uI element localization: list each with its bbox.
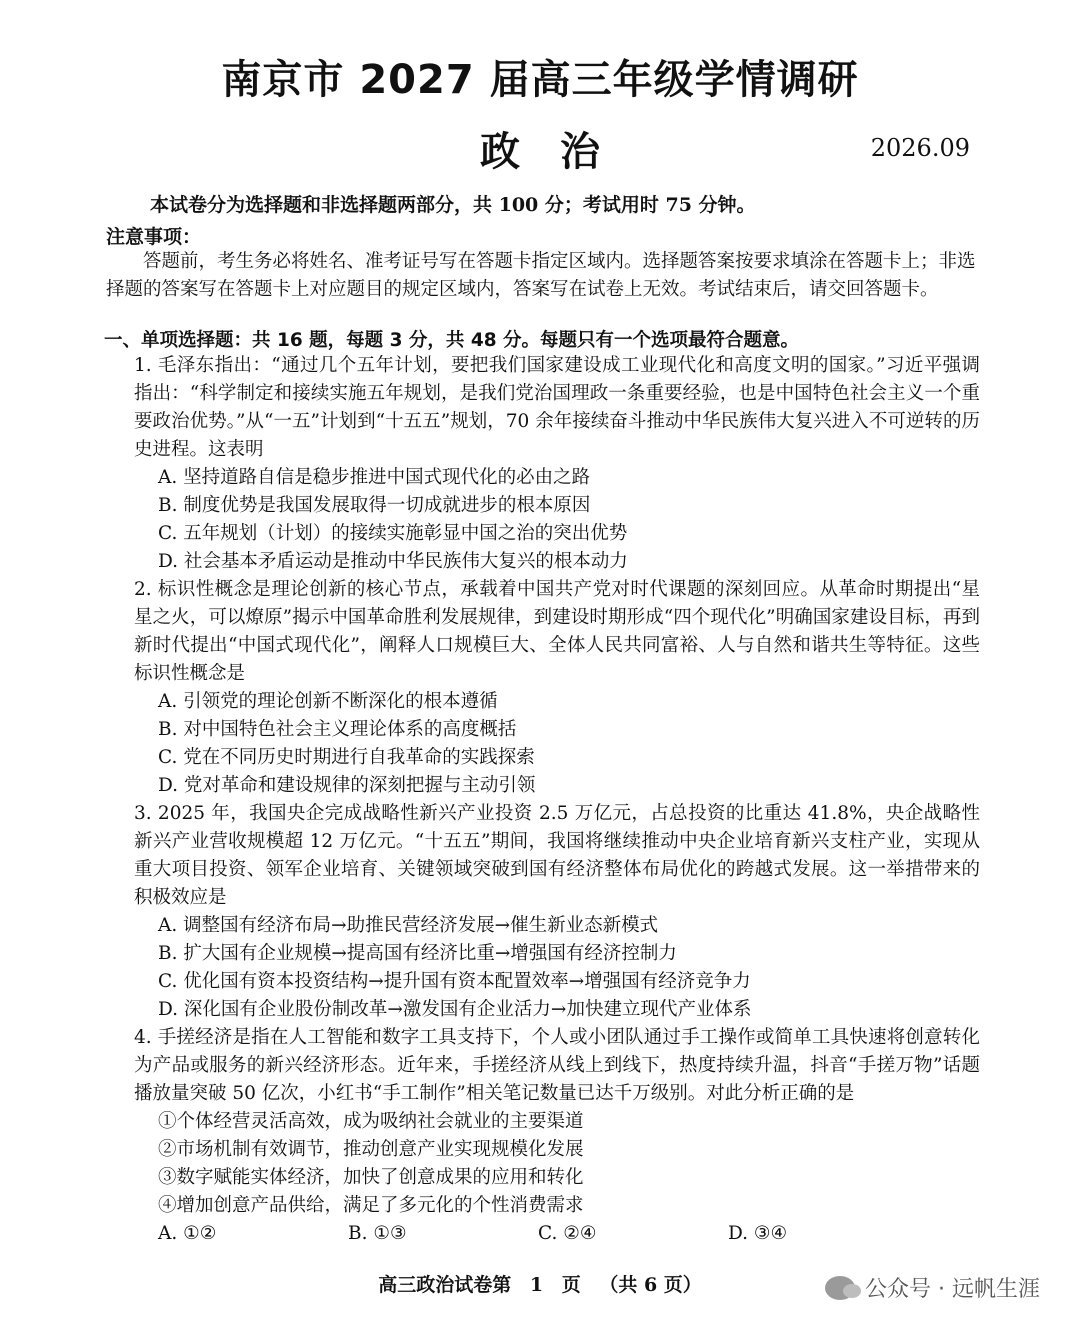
answer-choices — [134, 1220, 980, 1248]
footer-total: （共 6 页） — [599, 1274, 702, 1296]
subject-title: 政治 — [480, 129, 640, 175]
footer-page-number: 1 — [529, 1274, 544, 1296]
choice-d: D. ③④ — [728, 1223, 788, 1244]
question-2 — [134, 576, 980, 800]
notes-heading: 注意事项： — [106, 226, 202, 248]
option-c: C. 党在不同历史时期进行自我革命的实践探索 — [158, 747, 535, 768]
option-b: B. 扩大国有企业规模→提高国有经济比重→增强国有经济控制力 — [158, 943, 677, 964]
statement-2: ②市场机制有效调节，推动创意产业实现规模化发展 — [158, 1139, 584, 1160]
question-stem: 4. 手搓经济是指在人工智能和数字工具支持下，个人或小团队通过手工操作或简单工具快速将创意转化为产品或服务的新兴经济形态。近年来，手搓经济从线上到线下，热度持续升温，抖音“手搓万物”话题播放量突破 50 亿次，小红书“手工制作”相关笔记数量已达千万级别。对此分析正确的是 — [134, 1027, 980, 1104]
question-stem: 3. 2025 年，我国央企完成战略性新兴产业投资 2.5 万亿元，占总投资的比重达 41.8%，央企战略性新兴产业营收规模超 12 万亿元。“十五五”期间，我国将继续推动中央企业培育新兴支柱产业，实现从重大项目投资、领军企业培育、关键领域突破到国有经济整体布局优化的跨越式发展。这一举措带来的积极效应是 — [134, 803, 980, 908]
option-a: A. 引领党的理论创新不断深化的根本遵循 — [158, 691, 498, 712]
choice-c: C. ②④ — [538, 1223, 597, 1244]
question-list — [134, 352, 980, 1248]
option-a: A. 坚持道路自信是稳步推进中国式现代化的必由之路 — [158, 467, 591, 488]
section-heading: 一、单项选择题：共 16 题，每题 3 分，共 48 分。每题只有一个选项最符合题意。 — [104, 330, 800, 351]
question-3 — [134, 800, 980, 1024]
choice-a: A. ①② — [158, 1223, 217, 1244]
exam-intro: 本试卷分为选择题和非选择题两部分，共 100 分；考试用时 75 分钟。 — [150, 194, 756, 216]
footer-prefix: 高三政治试卷第 — [378, 1274, 512, 1296]
option-d: D. 社会基本矛盾运动是推动中华民族伟大复兴的根本动力 — [158, 551, 628, 572]
option-b: B. 制度优势是我国发展取得一切成就进步的根本原因 — [158, 495, 591, 516]
option-a: A. 调整国有经济布局→助推民营经济发展→催生新业态新模式 — [158, 915, 659, 936]
wechat-icon — [825, 1276, 855, 1300]
option-d: D. 党对革命和建设规律的深刻把握与主动引领 — [158, 775, 536, 796]
statement-1: ①个体经营灵活高效，成为吸纳社会就业的主要渠道 — [158, 1111, 584, 1132]
option-b: B. 对中国特色社会主义理论体系的高度概括 — [158, 719, 517, 740]
watermark — [825, 1272, 1040, 1303]
choice-b: B. ①③ — [348, 1223, 407, 1244]
exam-title: 南京市 2027 届高三年级学情调研 — [221, 57, 859, 103]
notes-text: 答题前，考生务必将姓名、准考证号写在答题卡指定区域内。选择题答案按要求填涂在答题卡上；非选择题的答案写在答题卡上对应题目的规定区域内，答案写在试卷上无效。考试结束后，请交回答题卡。 — [106, 251, 976, 300]
exam-date: 2026.09 — [870, 134, 970, 162]
statement-3: ③数字赋能实体经济，加快了创意成果的应用和转化 — [158, 1167, 584, 1188]
option-c: C. 五年规划（计划）的接续实施彰显中国之治的突出优势 — [158, 523, 628, 544]
option-c: C. 优化国有资本投资结构→提升国有资本配置效率→增强国有经济竞争力 — [158, 971, 751, 992]
statement-4: ④增加创意产品供给，满足了多元化的个性消费需求 — [158, 1195, 584, 1216]
question-1 — [134, 352, 980, 576]
option-d: D. 深化国有企业股份制改革→激发国有企业活力→加快建立现代产业体系 — [158, 999, 752, 1020]
question-4 — [134, 1024, 980, 1248]
notes-body — [106, 248, 976, 304]
footer-page-word: 页 — [561, 1274, 581, 1296]
question-stem: 1. 毛泽东指出：“通过几个五年计划，要把我们国家建设成工业现代化和高度文明的国家。”习近平强调指出：“科学制定和接续实施五年规划，是我们党治国理政一条重要经验，也是中国特色社会主义一个重要政治优势。”从“一五”计划到“十五五”规划，70 余年接续奋斗推动中华民族伟大复兴进入不可逆转的历史进程。这表明 — [134, 355, 980, 460]
watermark-text: 公众号 · 远帆生涯 — [865, 1277, 1040, 1302]
question-stem: 2. 标识性概念是理论创新的核心节点，承载着中国共产党对时代课题的深刻回应。从革命时期提出“星星之火，可以燎原”揭示中国革命胜利发展规律，到建设时期形成“四个现代化”明确国家建设目标，再到新时代提出“中国式现代化”，阐释人口规模巨大、全体人民共同富裕、人与自然和谐共生等特征。这些标识性概念是 — [134, 579, 980, 684]
